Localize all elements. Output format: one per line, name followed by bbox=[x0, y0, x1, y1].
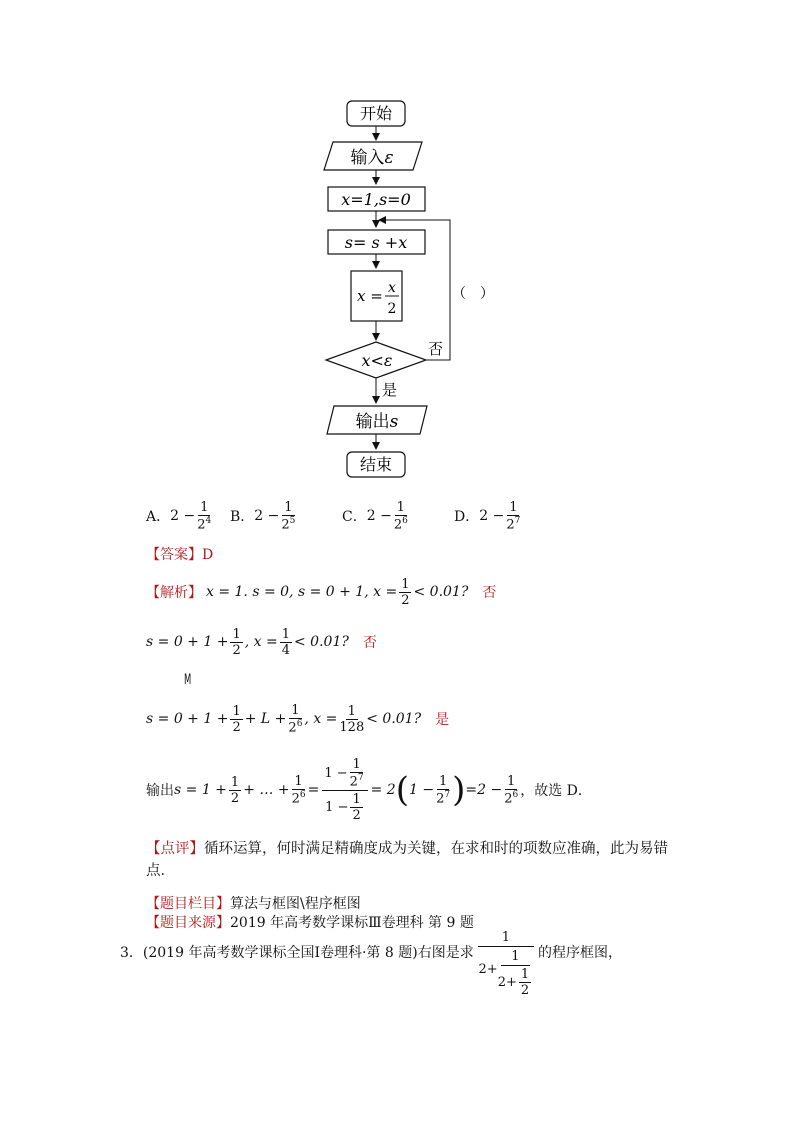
meta-source bbox=[146, 912, 474, 932]
analysis-line-4 bbox=[146, 698, 449, 740]
analysis-l5-a: s = 1 + bbox=[174, 782, 227, 798]
option-b bbox=[230, 501, 342, 531]
answer-line bbox=[146, 544, 213, 564]
answer-blank: （ ） bbox=[452, 286, 494, 302]
analysis-l5-d: = 2 bbox=[370, 782, 396, 798]
analysis-l2-a: s = 0 + 1 + bbox=[146, 634, 229, 650]
option-c bbox=[342, 501, 454, 531]
analysis-l1-b: < 0.01? bbox=[413, 584, 469, 600]
option-a-label: A． bbox=[146, 508, 171, 525]
sum-text: s= s +x bbox=[344, 233, 408, 252]
analysis-l5-paren: ( 1 − $\frac{1}{2^7}$ ) bbox=[395, 770, 466, 810]
comment-tag: 【点评】 bbox=[146, 841, 204, 857]
analysis-l5-bigden-a: 1 − bbox=[325, 799, 349, 815]
analysis-l5-paren-a: 1 − bbox=[408, 782, 435, 798]
option-b-frac: $\frac{1}{2^5}$ bbox=[281, 499, 296, 533]
output-label: 输出 bbox=[355, 412, 390, 432]
option-c-frac: $\frac{1}{2^6}$ bbox=[393, 499, 408, 533]
analysis-l1-frac: $\frac{1}{2}$ bbox=[401, 576, 410, 608]
analysis-l5-frac3: $\frac{1}{2^6}$ bbox=[504, 773, 519, 807]
analysis-l5-e: =2 − bbox=[465, 782, 503, 798]
analysis-l4-frac3: $\frac{1}{128}$ bbox=[339, 703, 365, 735]
option-a bbox=[146, 501, 230, 531]
input-var: ε bbox=[384, 148, 394, 168]
analysis-l1-result: 否 bbox=[482, 585, 497, 601]
analysis-l2-b: , x = bbox=[244, 634, 278, 650]
end-text: 结束 bbox=[359, 455, 393, 474]
analysis-l4-result: 是 bbox=[435, 712, 450, 728]
analysis-l1-a: x = 1. s = 0, s = 0 + 1, x = bbox=[206, 584, 398, 600]
comment-text-1: 循环运算，何时满足精确度成为关键，在求和时的项数应准确，此为易错 bbox=[204, 841, 668, 857]
meta-column bbox=[146, 893, 361, 913]
option-d-lead: 2 − bbox=[479, 507, 505, 524]
init-text: x=1,s=0 bbox=[341, 190, 411, 209]
question-3 bbox=[120, 930, 622, 1010]
analysis-l5-post: ，故选 D． bbox=[520, 783, 592, 799]
analysis-l2-c: < 0.01? bbox=[294, 634, 349, 650]
meta-source-tag: 【题目来源】 bbox=[146, 915, 230, 931]
option-c-label: C． bbox=[342, 508, 367, 525]
options-row bbox=[146, 496, 522, 536]
half-num: x bbox=[388, 280, 396, 296]
comment-block bbox=[146, 838, 666, 882]
option-d-frac: $\frac{1}{2^7}$ bbox=[506, 499, 521, 533]
analysis-line-5 bbox=[146, 752, 592, 828]
q3-f-num: 1 bbox=[478, 930, 534, 947]
meta-column-tag: 【题目栏目】 bbox=[146, 896, 230, 912]
input-label: 输入 bbox=[350, 148, 385, 168]
analysis-l5-bigfrac: 1 − $\frac{1}{2^7}$ 1 − $\frac{1}{2}$ bbox=[322, 758, 367, 821]
svg-text:输入ε bbox=[350, 148, 393, 168]
analysis-l5-frac1: $\frac{1}{2}$ bbox=[230, 774, 240, 806]
analysis-l5-frac2: $\frac{1}{2^6}$ bbox=[291, 773, 306, 807]
analysis-l5-c: = bbox=[307, 782, 320, 798]
no-label: 否 bbox=[428, 340, 444, 358]
option-d-label: D． bbox=[454, 508, 480, 525]
analysis-l4-c: , x = bbox=[304, 711, 338, 727]
flowchart bbox=[0, 0, 794, 490]
analysis-l4-frac2: $\frac{1}{2^6}$ bbox=[288, 702, 303, 736]
analysis-l4-a: s = 0 + 1 + bbox=[146, 711, 229, 727]
analysis-l5-pre: 输出 bbox=[146, 783, 174, 799]
q3-f-num2: 1 bbox=[501, 949, 529, 966]
option-d bbox=[454, 501, 522, 531]
option-b-label: B． bbox=[230, 508, 255, 525]
answer-tag: 【答案】 bbox=[146, 547, 202, 563]
option-a-frac: $\frac{1}{2^4}$ bbox=[197, 499, 212, 533]
analysis-line-2 bbox=[146, 622, 377, 662]
option-a-lead: 2 − bbox=[170, 507, 196, 524]
analysis-l4-frac1: $\frac{1}{2}$ bbox=[232, 703, 241, 735]
analysis-l5-bignum-a: 1 − bbox=[324, 765, 348, 781]
comment-line-2: 点． bbox=[146, 863, 175, 879]
meta-column-value: 算法与框图\程序框图 bbox=[230, 896, 361, 912]
half-den: 2 bbox=[387, 301, 397, 317]
analysis-l5-b: + … + bbox=[243, 782, 290, 798]
q3-f-lead2: 2+ bbox=[497, 975, 517, 990]
analysis-l2-frac2: $\frac{1}{4}$ bbox=[281, 626, 290, 658]
q3-continued-fraction: 1 2+ 1 2+ $\frac{1}{2}$ bbox=[478, 930, 534, 997]
analysis-l4-b: + L + bbox=[244, 711, 287, 727]
condition-text: x<ε bbox=[361, 351, 393, 370]
q3-text: 3．(2019 年高考数学课标全国Ⅰ卷理科·第 8 题)右图是求 bbox=[120, 945, 474, 961]
analysis-l4-d: < 0.01? bbox=[366, 711, 422, 727]
analysis-l2-frac1: $\frac{1}{2}$ bbox=[232, 626, 241, 658]
svg-text:输出s bbox=[356, 412, 399, 432]
analysis-l2-result: 否 bbox=[362, 635, 377, 651]
option-b-lead: 2 − bbox=[254, 507, 280, 524]
start-text: 开始 bbox=[359, 104, 393, 123]
meta-source-value: 2019 年高考数学课标Ⅲ卷理科 第 9 题 bbox=[230, 915, 474, 931]
q3-tail: 的程序框图， bbox=[537, 945, 622, 961]
half-lhs: x = bbox=[357, 287, 383, 305]
analysis-tag: 【解析】 bbox=[146, 585, 202, 601]
q3-f-lead: 2+ bbox=[478, 962, 498, 977]
comment-line-1 bbox=[146, 838, 666, 860]
analysis-ellipsis: M bbox=[184, 672, 192, 688]
option-c-lead: 2 − bbox=[366, 507, 392, 524]
output-var: s bbox=[389, 412, 399, 432]
answer-value: D bbox=[202, 547, 214, 563]
yes-label: 是 bbox=[382, 381, 398, 399]
analysis-line-1 bbox=[146, 572, 496, 612]
